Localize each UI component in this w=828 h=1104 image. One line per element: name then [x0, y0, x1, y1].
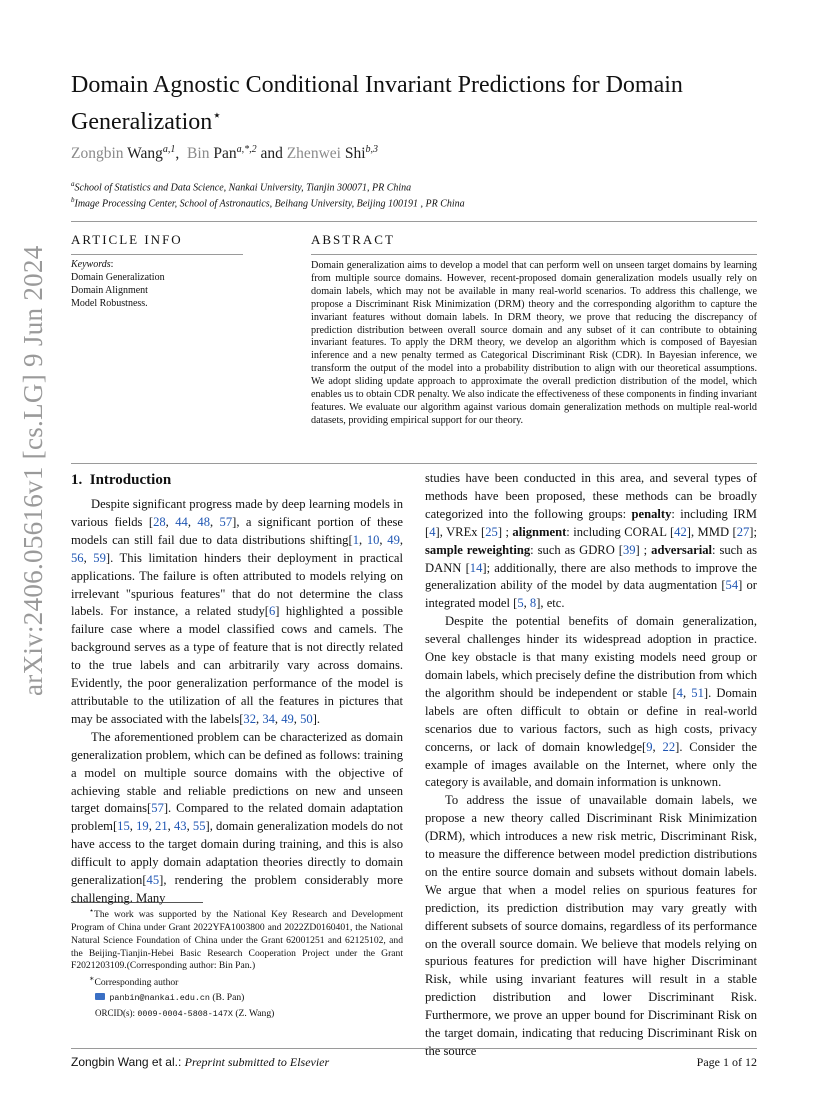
body-divider: [71, 463, 757, 464]
citation-link[interactable]: 59: [93, 550, 106, 565]
keyword-item: Model Robustness.: [71, 298, 148, 309]
citation-link[interactable]: 19: [136, 819, 149, 834]
paragraph: Despite the potential benefits of domain generalization, several challenges hinder its widespread adoption in practice. One key obstacle is that many existing models need group or domain labels, which precisely define the distribution from which the algorithm should be independent or stable [4, 51]. Domain labels are often difficult to obtain or define in real-world scenarios due to various factors, such as high costs, privacy concerns, or lack of domain knowledge[9, 22]. Consider the example of images available on the Internet, where only the category is available, and domain information is unknown.: [425, 614, 757, 790]
header-divider: [71, 221, 757, 222]
footer-left: [71, 1055, 329, 1070]
paragraph: studies have been conducted in this area, and several types of methods have been proposed, these methods can be broadly categorized into the following groups: penalty: including IRM [4], VREx [25] ; alignment: including CORAL [42], MMD [27]; sample reweighting: such as GDRO [39] ; adversarial: such as DANN [14]; additionally, there are also methods to improve the generalization ability of the model by data augmentation [54] or integrated model [5, 8], etc.: [425, 471, 757, 611]
citation-link[interactable]: 22: [662, 739, 676, 754]
footnote-rule: [71, 902, 203, 903]
citation-link[interactable]: 48: [197, 514, 210, 529]
keywords-label: Keywords: [71, 259, 111, 270]
paragraph: To address the issue of unavailable domain labels, we propose a new theory called Discriminant Risk Minimization (DRM), which introduces a new risk metric, Discriminant Risk, to measure the difference between model prediction distributions on the entire source domain and subsets without domain labels. We argue that when a model relies on spurious features for prediction, its prediction distribution may vary greatly with different subsets of source domains, regardless of its performance on the overall source domain. We believe that models relying on spurious features for prediction will have higher Discriminant Risk, while using invariant features will result in a stable prediction distribution and lower Discriminant Risk. Furthermore, we prove an upper bound for Discriminant Risk on the target domain, indicating that reducing Discriminant Risk on the source: [425, 793, 757, 1058]
citation-link[interactable]: 8: [529, 596, 537, 611]
citation-link[interactable]: 51: [691, 685, 704, 700]
keywords-block: Keywords: Domain Generalization Domain Alignment Model Robustness.: [71, 258, 241, 310]
citation-link[interactable]: 4: [429, 524, 436, 539]
citation-link[interactable]: 9: [646, 739, 653, 754]
author-2-surname: Pan: [213, 145, 237, 163]
footer-authors: Zongbin Wang et al.:: [71, 1055, 182, 1069]
author-list: Zongbin Wang$^{a,1}$, Bin Pan$^{a,*,2}$ and Zhenwei Shi$^{b,3}$: [71, 144, 379, 163]
title-star-mark: ⋆: [212, 108, 222, 124]
citation-link[interactable]: 10: [366, 532, 380, 547]
title-text: Domain Agnostic Conditional Invariant Predictions for Domain Generalization: [71, 72, 683, 135]
affiliation-a: [71, 180, 411, 193]
citation-link[interactable]: 1: [352, 532, 359, 547]
citation-link[interactable]: 4: [676, 685, 683, 700]
intro-left-column: [71, 496, 403, 908]
section-heading: [71, 472, 171, 489]
citation-link[interactable]: 25: [485, 524, 498, 539]
citation-link[interactable]: 56: [71, 550, 84, 565]
citation-link[interactable]: 27: [736, 524, 750, 539]
citation-link[interactable]: 49: [387, 532, 400, 547]
abstract-heading: ABSTRACT: [311, 232, 395, 247]
article-info-divider: [71, 254, 243, 255]
citation-link[interactable]: 49: [281, 711, 294, 726]
section-number: 1.: [71, 472, 83, 488]
email-icon: [95, 993, 105, 1000]
citation-link[interactable]: 6: [268, 604, 276, 619]
intro-right-column: [425, 470, 757, 1061]
paragraph: The aforementioned problem can be characterized as domain generalization problem, which can be defined as follows: training a model on multiple source domains with the objective of achieving stable and reliable predictions on new and unseen target domains[57]. Compared to the related domain adaptation problem[15, 19, 21, 43, 55], domain generalization models do not have access to the target domain during training, and this is also difficult to apply domain adaptation theories directly to domain generalization[45], rendering the problem considerably more challenging. Many: [71, 729, 403, 905]
arxiv-stamp: arXiv:2406.05616v1 [cs.LG] 9 Jun 2024: [18, 245, 48, 696]
citation-link[interactable]: 44: [175, 514, 188, 529]
citation-link[interactable]: 57: [219, 514, 233, 529]
citation-link[interactable]: 15: [117, 819, 130, 834]
citation-link[interactable]: 32: [243, 711, 257, 726]
funding-note: The work was supported by the National Key Research and Development Program of China under Grant 2022YFA1003800 and 2022ZD0160401, the National Natural Science Foundation of China under the Grant 62001251 and 62125102, and the Beijing-Tianjin-Hebei Basic Research Cooperation Project under the Grant F2021203109.(Corresponding author: Bin Pan.): [71, 909, 403, 972]
author-2-given[interactable]: Bin: [187, 145, 210, 163]
citation-link[interactable]: 39: [622, 542, 636, 557]
section-title: Introduction: [89, 472, 172, 488]
citation-link[interactable]: 54: [725, 578, 739, 593]
author-3-sup: b,3: [365, 144, 379, 155]
author-2-sup: a,*,2: [236, 144, 257, 155]
footnote: ⋆The work was supported by the National Key Research and Development Program of China under Grant 2022YFA1003800 and 2022ZD0160401, the National Natural Science Foundation of China under the Grant 62001251 and 62125102, and the Beijing-Tianjin-Hebei Basic Research Cooperation Project under the Grant F2021203109.(Corresponding author: Bin Pan.) ∗Corresponding author panbin@nankai.edu.cn (B. Pan) ORCID(s): 0009-0004-5808-147X (Z. Wang): [71, 906, 403, 1019]
author-1-sup: a,1: [162, 144, 176, 155]
footer-preprint-note: Preprint submitted to Elsevier: [184, 1055, 330, 1069]
citation-link[interactable]: 34: [262, 711, 275, 726]
citation-link[interactable]: 50: [300, 711, 313, 726]
author-3-given[interactable]: Zhenwei: [286, 145, 341, 163]
citation-link[interactable]: 21: [155, 819, 168, 834]
affiliation-a-sup: a: [71, 180, 75, 188]
affiliation-a-text: School of Statistics and Data Science, Nankai University, Tianjin 300071, PR China: [74, 182, 412, 194]
author-1-surname: Wang: [127, 145, 163, 163]
article-info-heading: ARTICLE INFO: [71, 232, 183, 247]
affiliation-b: [71, 196, 465, 209]
affiliation-b-text: Image Processing Center, School of Astronautics, Beihang University, Beijing 100191 , PR China: [74, 198, 465, 210]
page-number: Page 1 of 12: [696, 1055, 757, 1069]
abstract-text: Domain generalization aims to develop a model that can perform well on unseen target domains by learning from multiple source domains. However, recent-proposed domain generalization models usually rely on domain labels, which may not be available in many real-world scenarios. To address this challenge, we propose a Discriminant Risk Minimization (DRM) theory and the corresponding algorithm to capture the invariant features without domain labels. In DRM theory, we prove that reducing the discrepancy of prediction distribution between overall source domain and any subset of it can contribute to obtaining invariant features. To apply the DRM theory, we develop an algorithm which is composed of Bayesian inference and a new penalty termed as Categorical Discriminant Risk (CDR). In Bayesian inference, we transform the output of the model into a probability distribution to align with our theoretical assumptions. We adopt sliding update approach to approximate the overall prediction distribution of the model, which enables us to obtain CDR penalty. We also indicate the effectiveness of these components in finding invariant features. We evaluate our algorithm against various domain generalization methods on multiple real-world datasets, providing empirical support for our theory.: [311, 260, 757, 426]
citation-link[interactable]: 28: [153, 514, 166, 529]
orcid-label: ORCID(s):: [95, 1007, 135, 1018]
citation-link[interactable]: 57: [151, 801, 164, 816]
footer-divider: [71, 1048, 757, 1049]
citation-link[interactable]: 43: [173, 819, 187, 834]
author-1-given[interactable]: Zongbin: [71, 145, 124, 163]
paper-title: [71, 70, 751, 138]
keyword-item: Domain Generalization: [71, 272, 165, 283]
keyword-item: Domain Alignment: [71, 285, 148, 296]
citation-link[interactable]: 55: [192, 819, 206, 834]
citation-link[interactable]: 14: [469, 560, 483, 575]
corresponding-note: Corresponding author: [94, 977, 179, 989]
citation-link[interactable]: 45: [146, 873, 160, 888]
citation-link[interactable]: 5: [517, 596, 524, 611]
abstract-divider: [311, 254, 757, 255]
author-3-surname: Shi: [344, 145, 366, 163]
orcid-link[interactable]: 0009-0004-5808-147X: [137, 1008, 233, 1019]
email-owner: (B. Pan): [212, 992, 245, 1004]
orcid-owner: (Z. Wang): [235, 1007, 275, 1019]
citation-link[interactable]: 42: [674, 524, 687, 539]
paragraph: Despite significant progress made by deep learning models in various fields [28, 44, 48, 57], a significant portion of these models can still fail due to data distributions shifting[1, 10, 49, 56, 59]. This limitation hinders their deployment in practical applications. The failure is often attributed to models relying on irrelevant "spurious features" that do not determine the class labels. For instance, a related study[6] highlighted a possible failure case where a model classified cows and camels. The background serves as a type of feature that is not directly related to the true labels and can arbitrarily vary across domains. Evidently, the poor generalization performance of the model is attributable to the utilization of all the features in pictures that may be associated with the labels[32, 34, 49, 50].: [71, 497, 404, 726]
email-link[interactable]: panbin@nankai.edu.cn: [109, 993, 210, 1004]
author-and: and: [260, 145, 283, 163]
affiliation-b-sup: b: [71, 196, 75, 204]
